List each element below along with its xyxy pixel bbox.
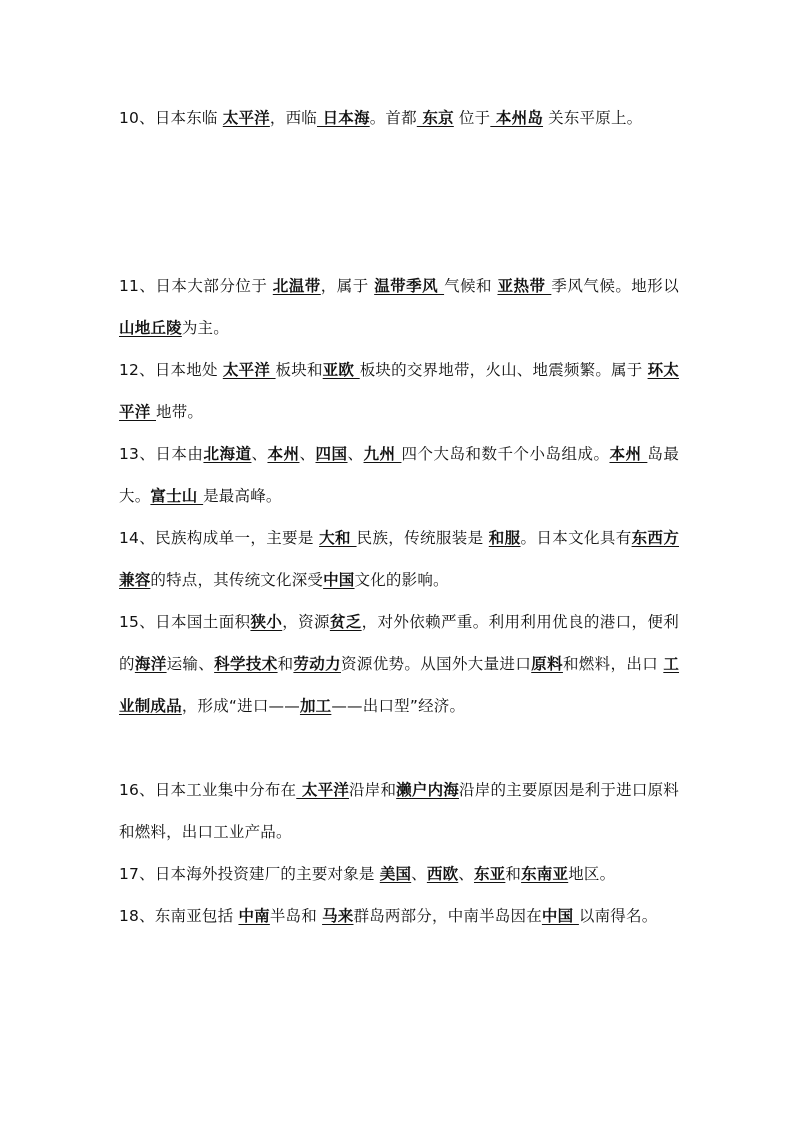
- question-text: ，资源: [282, 613, 330, 631]
- answer-blank: 西欧: [426, 865, 459, 883]
- answer-blank: 北海道: [203, 445, 252, 463]
- question-text: 半岛和: [269, 907, 323, 925]
- answer-blank: 科学技术: [214, 655, 278, 673]
- answer-blank: 东京: [416, 109, 454, 127]
- question-text: 为主。: [181, 319, 229, 337]
- question-16: [119, 769, 679, 853]
- answer-blank: 中国: [323, 571, 355, 589]
- question-11: [119, 265, 679, 349]
- question-10: [119, 97, 679, 139]
- question-13: [119, 433, 679, 517]
- question-text: 、: [251, 445, 268, 463]
- question-text: 和: [277, 655, 294, 673]
- question-text: 和燃料，出口: [562, 655, 664, 673]
- question-text: 、: [458, 865, 474, 883]
- answer-blank: 太平洋: [222, 109, 270, 127]
- answer-blank: 大和: [319, 529, 357, 547]
- question-text: 和: [505, 865, 522, 883]
- answer-blank: 日本海: [316, 109, 370, 127]
- question-text: 沿岸和: [349, 781, 397, 799]
- question-text: 11、日本大部分位于: [119, 277, 273, 295]
- answer-blank: 山地丘陵: [119, 319, 182, 337]
- answer-blank: 工业制成品: [119, 655, 680, 715]
- answer-blank: 本州: [609, 445, 648, 463]
- question-text: ，对外依赖严重。利用利用优良的港口，便利的: [119, 613, 679, 673]
- answer-blank: 原料: [531, 655, 563, 673]
- question-text: 、: [299, 445, 316, 463]
- answer-blank: 富士山: [150, 487, 204, 505]
- question-text: 16、日本工业集中分布在: [119, 781, 297, 799]
- question-text: 关东平原上。: [543, 109, 643, 127]
- question-text: 、: [347, 445, 364, 463]
- answer-blank: 劳动力: [293, 655, 341, 673]
- answer-blank: 四国: [315, 445, 348, 463]
- question-14: [119, 517, 679, 601]
- question-text: 季风气候。地形以: [551, 277, 679, 295]
- answer-blank: 贫乏: [329, 613, 362, 631]
- question-text: 。日本文化具有: [520, 529, 632, 547]
- question-text: 10、日本东临: [119, 109, 223, 127]
- question-text: 。首都: [369, 109, 417, 127]
- question-text: ——出口型”经济。: [331, 697, 466, 715]
- question-text: 13、日本由: [119, 445, 204, 463]
- answer-blank: 东西方兼容: [119, 529, 679, 589]
- answer-blank: 马来: [322, 907, 354, 925]
- question-text: 14、民族构成单一，主要是: [119, 529, 320, 547]
- answer-blank: 海洋: [134, 655, 167, 673]
- answer-blank: 太平洋: [222, 361, 276, 379]
- question-text: 15、日本国土面积: [119, 613, 251, 631]
- question-text: 地带。: [156, 403, 204, 421]
- question-text: 沿岸的主要原因是利于进口原料和燃料，出口工业产品。: [119, 781, 679, 841]
- question-text: ，属于: [320, 277, 375, 295]
- question-text: 的特点，其传统文化深受: [150, 571, 324, 589]
- question-text: 民族，传统服装是: [356, 529, 489, 547]
- question-text: 运输、: [166, 655, 215, 673]
- answer-blank: 环太平洋: [119, 361, 679, 421]
- question-text: 18、东南亚包括: [119, 907, 239, 925]
- answer-blank: 亚欧: [322, 361, 360, 379]
- answer-blank: 狭小: [250, 613, 283, 631]
- question-text: 17、日本海外投资建厂的主要对象是: [119, 865, 380, 883]
- question-text: 以南得名。: [578, 907, 658, 925]
- question-text: ，西临: [269, 109, 317, 127]
- question-text: 岛最大。: [119, 445, 680, 505]
- question-text: 位于: [453, 109, 491, 127]
- question-text: 气候和: [444, 277, 498, 295]
- answer-blank: 中南: [238, 907, 270, 925]
- question-18: [119, 895, 679, 937]
- question-15: [119, 601, 679, 727]
- question-text: 12、日本地处: [119, 361, 223, 379]
- question-text: 地区。: [568, 865, 616, 883]
- answer-blank: 本州岛: [490, 109, 544, 127]
- question-text: 四个大岛和数千个小岛组成。: [401, 445, 610, 463]
- answer-blank: 太平洋: [296, 781, 350, 799]
- answer-blank: 加工: [299, 697, 332, 715]
- question-text: 文化的影响。: [354, 571, 449, 589]
- answer-blank: 和服: [488, 529, 521, 547]
- question-text: 资源优势。从国外大量进口: [340, 655, 532, 673]
- answer-blank: 亚热带: [497, 277, 552, 295]
- question-text: 板块和: [275, 361, 323, 379]
- answer-blank: 美国: [379, 865, 412, 883]
- question-text: 、: [411, 865, 427, 883]
- answer-blank: 温带季风: [374, 277, 445, 295]
- answer-blank: 北温带: [272, 277, 321, 295]
- question-12: [119, 349, 679, 433]
- question-text: ，形成“进口——: [181, 697, 300, 715]
- answer-blank: 中国: [541, 907, 579, 925]
- answer-blank: 濑户内海: [396, 781, 460, 799]
- answer-blank: 东南亚: [521, 865, 569, 883]
- question-text: 板块的交界地带，火山、地震频繁。属于: [359, 361, 648, 379]
- answer-blank: 九州: [363, 445, 402, 463]
- answer-blank: 本州: [267, 445, 300, 463]
- question-text: 群岛两部分，中南半岛因在: [353, 907, 542, 925]
- question-text: 是最高峰。: [203, 487, 282, 505]
- answer-blank: 东亚: [473, 865, 506, 883]
- question-17: [119, 853, 679, 895]
